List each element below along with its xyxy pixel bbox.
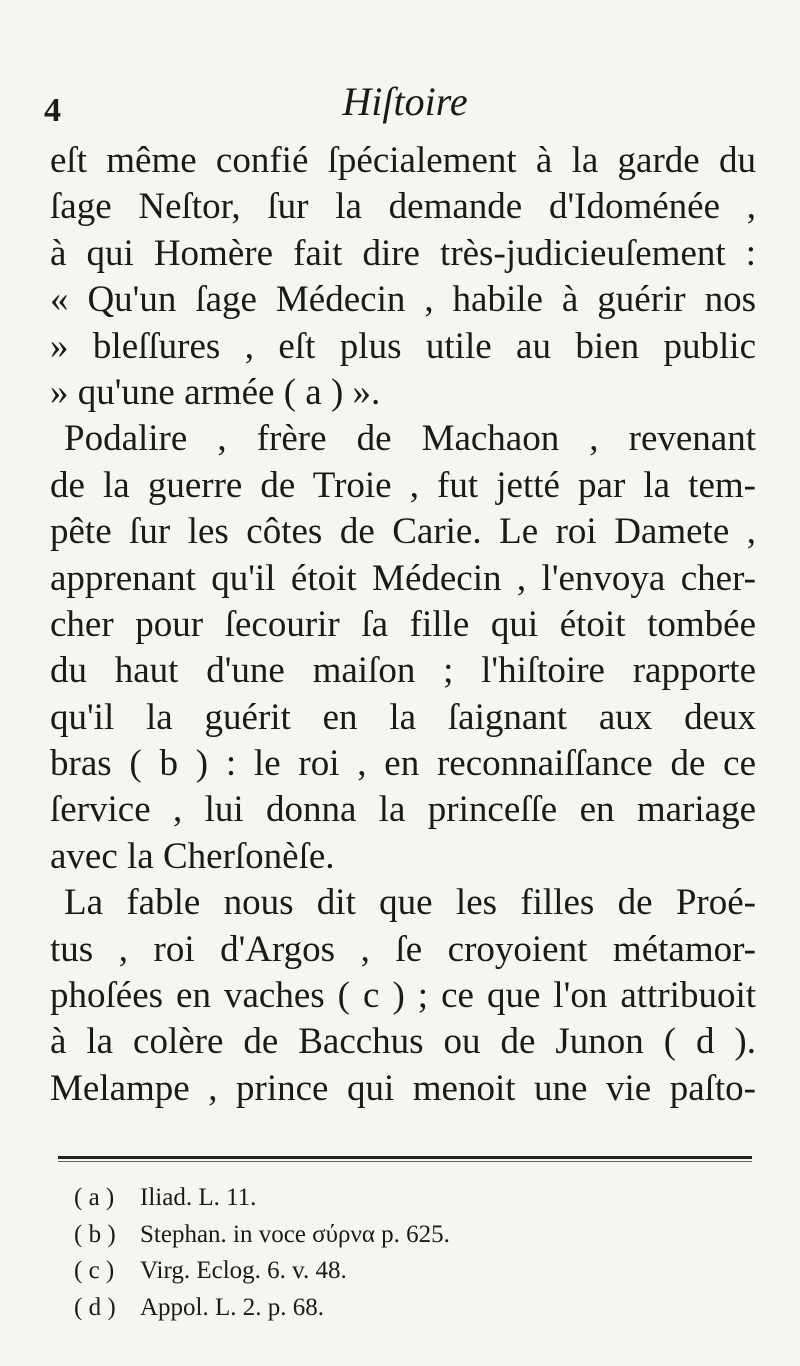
text-line: de la guerre de Troie , fut jetté par la tem- [50,464,756,506]
text-line: « Qu'un ſage Médecin , habile à guérir nos [50,279,756,321]
footnote-text: Appol. L. 2. p. 68. [140,1293,325,1321]
text-line: » bleſſures , eſt plus utile au bien public [50,325,756,367]
text-line: cher pour ſecourir ſa fille qui étoit tombée [50,603,756,645]
footnote-divider [58,1156,752,1159]
text-line: Podalire , frère de Machaon , revenant [64,418,756,460]
page-number: 4 [44,92,61,129]
footnote [74,1217,674,1254]
text-line: » qu'une armée ( a ) ». [50,371,381,413]
footnote-text: Iliad. L. 11. [140,1184,257,1211]
footnote-text: Virg. Eclog. 6. v. 48. [140,1257,347,1284]
footnote-mark: ( a ) [74,1184,115,1211]
text-line: pête ſur les côtes de Carie. Le roi Damete , [50,511,756,553]
text-line: tus , roi d'Argos , ſe croyoient métamor- [50,928,756,970]
text-line: La fable nous dit que les filles de Proé- [64,882,756,924]
footnote [74,1253,674,1290]
footnotes [74,1180,674,1326]
text-line: à la colère de Bacchus ou de Junon ( d ). [50,1021,756,1063]
footnote-mark: ( d ) [74,1293,116,1321]
text-line: qu'il la guérit en la ſaignant aux deux [50,696,756,738]
footnote-text: Stephan. in voce σύρνα p. 625. [140,1220,450,1248]
text-line: eſt même confié ſpécialement à la garde du [50,140,756,181]
footnote [74,1180,674,1217]
footnote [74,1290,674,1327]
text-line: ſervice , lui donna la princeſſe en mariage [50,789,756,831]
running-title: Hiſtoire [342,79,468,124]
text-line: bras ( b ) : le roi , en reconnaiſſance de ce [50,743,756,785]
footnote-mark: ( c ) [74,1257,115,1284]
text-line: apprenant qu'il étoit Médecin , l'envoya cher- [50,557,756,599]
text-line: ſage Neſtor, ſur la demande d'Idoménée , [50,186,756,228]
body-text [50,138,756,1112]
page-header [0,78,800,128]
text-line: phoſées en vaches ( c ) ; ce que l'on attribuoit [50,975,756,1017]
text-line: avec la Cherſonèſe. [50,835,335,877]
footnote-mark: ( b ) [74,1220,116,1248]
text-line: à qui Homère fait dire très-judicieuſement : [50,232,756,274]
text-line: du haut d'une maiſon ; l'hiſtoire rapporte [50,650,756,692]
text-line: Melampe , prince qui menoit une vie paſto- [50,1067,756,1109]
